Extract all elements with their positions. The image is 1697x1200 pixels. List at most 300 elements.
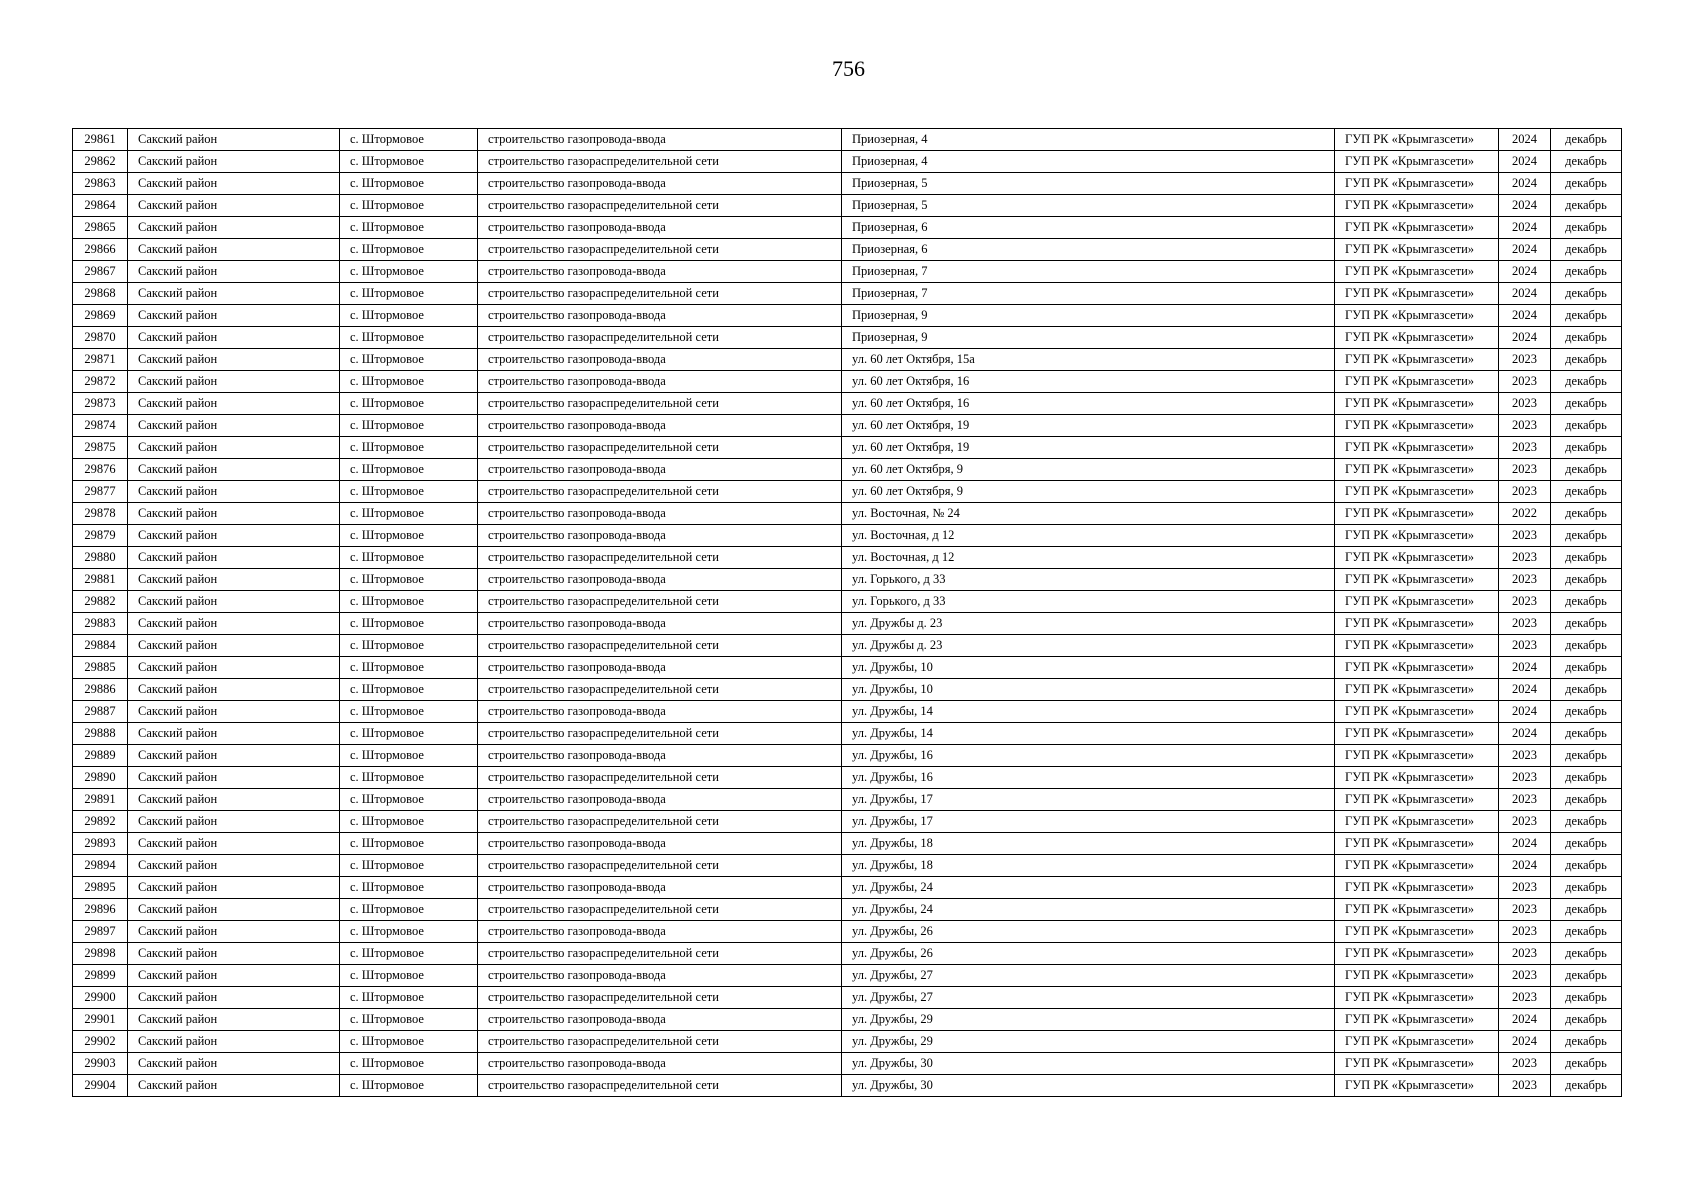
- table-row: [73, 283, 1622, 305]
- month-cell: декабрь: [1551, 1075, 1622, 1097]
- district-cell: Сакский район: [128, 657, 340, 679]
- village-cell: с. Штормовое: [340, 855, 478, 877]
- month-cell: декабрь: [1551, 987, 1622, 1009]
- work-type-cell: строительство газораспределительной сети: [478, 393, 842, 415]
- address-cell: ул. Дружбы, 27: [842, 965, 1335, 987]
- district-cell: Сакский район: [128, 261, 340, 283]
- operator-cell: ГУП РК «Крымгазсети»: [1335, 877, 1499, 899]
- district-cell: Сакский район: [128, 921, 340, 943]
- operator-cell: ГУП РК «Крымгазсети»: [1335, 437, 1499, 459]
- village-cell: с. Штормовое: [340, 635, 478, 657]
- address-cell: ул. Дружбы, 17: [842, 811, 1335, 833]
- district-cell: Сакский район: [128, 415, 340, 437]
- village-cell: с. Штормовое: [340, 151, 478, 173]
- month-cell: декабрь: [1551, 151, 1622, 173]
- year-cell: 2023: [1499, 437, 1551, 459]
- address-cell: ул. Дружбы, 18: [842, 855, 1335, 877]
- operator-cell: ГУП РК «Крымгазсети»: [1335, 723, 1499, 745]
- district-cell: Сакский район: [128, 525, 340, 547]
- row-number-cell: 29869: [73, 305, 128, 327]
- row-number-cell: 29883: [73, 613, 128, 635]
- work-type-cell: строительство газопровода-ввода: [478, 789, 842, 811]
- operator-cell: ГУП РК «Крымгазсети»: [1335, 1053, 1499, 1075]
- village-cell: с. Штормовое: [340, 1075, 478, 1097]
- district-cell: Сакский район: [128, 723, 340, 745]
- table-row: [73, 1031, 1622, 1053]
- year-cell: 2024: [1499, 261, 1551, 283]
- month-cell: декабрь: [1551, 1053, 1622, 1075]
- year-cell: 2023: [1499, 811, 1551, 833]
- operator-cell: ГУП РК «Крымгазсети»: [1335, 789, 1499, 811]
- month-cell: декабрь: [1551, 1009, 1622, 1031]
- row-number-cell: 29873: [73, 393, 128, 415]
- address-cell: ул. 60 лет Октября, 9: [842, 459, 1335, 481]
- operator-cell: ГУП РК «Крымгазсети»: [1335, 855, 1499, 877]
- operator-cell: ГУП РК «Крымгазсети»: [1335, 151, 1499, 173]
- year-cell: 2023: [1499, 393, 1551, 415]
- village-cell: с. Штормовое: [340, 437, 478, 459]
- row-number-cell: 29904: [73, 1075, 128, 1097]
- work-type-cell: строительство газораспределительной сети: [478, 195, 842, 217]
- row-number-cell: 29888: [73, 723, 128, 745]
- month-cell: декабрь: [1551, 261, 1622, 283]
- address-cell: ул. Дружбы, 24: [842, 877, 1335, 899]
- row-number-cell: 29892: [73, 811, 128, 833]
- month-cell: декабрь: [1551, 217, 1622, 239]
- row-number-cell: 29898: [73, 943, 128, 965]
- row-number-cell: 29889: [73, 745, 128, 767]
- row-number-cell: 29878: [73, 503, 128, 525]
- month-cell: декабрь: [1551, 371, 1622, 393]
- address-cell: ул. Дружбы д. 23: [842, 635, 1335, 657]
- address-cell: ул. Дружбы, 30: [842, 1053, 1335, 1075]
- district-cell: Сакский район: [128, 613, 340, 635]
- row-number-cell: 29890: [73, 767, 128, 789]
- month-cell: декабрь: [1551, 965, 1622, 987]
- work-type-cell: строительство газопровода-ввода: [478, 613, 842, 635]
- work-type-cell: строительство газопровода-ввода: [478, 1009, 842, 1031]
- work-type-cell: строительство газораспределительной сети: [478, 899, 842, 921]
- work-type-cell: строительство газопровода-ввода: [478, 833, 842, 855]
- address-cell: ул. Дружбы, 14: [842, 701, 1335, 723]
- district-cell: Сакский район: [128, 173, 340, 195]
- work-type-cell: строительство газораспределительной сети: [478, 283, 842, 305]
- address-cell: ул. 60 лет Октября, 19: [842, 437, 1335, 459]
- village-cell: с. Штормовое: [340, 503, 478, 525]
- table-row: [73, 437, 1622, 459]
- month-cell: декабрь: [1551, 305, 1622, 327]
- village-cell: с. Штормовое: [340, 129, 478, 151]
- table-row: [73, 899, 1622, 921]
- month-cell: декабрь: [1551, 547, 1622, 569]
- address-cell: ул. Дружбы, 26: [842, 943, 1335, 965]
- row-number-cell: 29899: [73, 965, 128, 987]
- address-cell: ул. Восточная, д 12: [842, 547, 1335, 569]
- district-cell: Сакский район: [128, 635, 340, 657]
- table-row: [73, 811, 1622, 833]
- work-type-cell: строительство газораспределительной сети: [478, 679, 842, 701]
- village-cell: с. Штормовое: [340, 481, 478, 503]
- month-cell: декабрь: [1551, 503, 1622, 525]
- row-number-cell: 29862: [73, 151, 128, 173]
- table-row: [73, 855, 1622, 877]
- work-type-cell: строительство газопровода-ввода: [478, 701, 842, 723]
- address-cell: Приозерная, 6: [842, 217, 1335, 239]
- work-type-cell: строительство газопровода-ввода: [478, 217, 842, 239]
- operator-cell: ГУП РК «Крымгазсети»: [1335, 173, 1499, 195]
- table-row: [73, 503, 1622, 525]
- row-number-cell: 29874: [73, 415, 128, 437]
- operator-cell: ГУП РК «Крымгазсети»: [1335, 1075, 1499, 1097]
- operator-cell: ГУП РК «Крымгазсети»: [1335, 1009, 1499, 1031]
- month-cell: декабрь: [1551, 789, 1622, 811]
- row-number-cell: 29893: [73, 833, 128, 855]
- operator-cell: ГУП РК «Крымгазсети»: [1335, 305, 1499, 327]
- table-row: [73, 1053, 1622, 1075]
- address-cell: ул. Восточная, № 24: [842, 503, 1335, 525]
- operator-cell: ГУП РК «Крымгазсети»: [1335, 767, 1499, 789]
- row-number-cell: 29881: [73, 569, 128, 591]
- operator-cell: ГУП РК «Крымгазсети»: [1335, 701, 1499, 723]
- row-number-cell: 29876: [73, 459, 128, 481]
- address-cell: Приозерная, 5: [842, 173, 1335, 195]
- address-cell: ул. 60 лет Октября, 16: [842, 393, 1335, 415]
- year-cell: 2023: [1499, 525, 1551, 547]
- district-cell: Сакский район: [128, 943, 340, 965]
- month-cell: декабрь: [1551, 569, 1622, 591]
- village-cell: с. Штормовое: [340, 305, 478, 327]
- district-cell: Сакский район: [128, 679, 340, 701]
- work-type-cell: строительство газопровода-ввода: [478, 965, 842, 987]
- village-cell: с. Штормовое: [340, 1031, 478, 1053]
- row-number-cell: 29870: [73, 327, 128, 349]
- district-cell: Сакский район: [128, 855, 340, 877]
- row-number-cell: 29861: [73, 129, 128, 151]
- year-cell: 2024: [1499, 833, 1551, 855]
- district-cell: Сакский район: [128, 305, 340, 327]
- address-cell: Приозерная, 5: [842, 195, 1335, 217]
- row-number-cell: 29886: [73, 679, 128, 701]
- district-cell: Сакский район: [128, 129, 340, 151]
- operator-cell: ГУП РК «Крымгазсети»: [1335, 987, 1499, 1009]
- row-number-cell: 29865: [73, 217, 128, 239]
- work-type-cell: строительство газопровода-ввода: [478, 173, 842, 195]
- work-type-cell: строительство газопровода-ввода: [478, 525, 842, 547]
- operator-cell: ГУП РК «Крымгазсети»: [1335, 371, 1499, 393]
- year-cell: 2024: [1499, 1009, 1551, 1031]
- district-cell: Сакский район: [128, 503, 340, 525]
- address-cell: ул. Дружбы, 16: [842, 767, 1335, 789]
- work-type-cell: строительство газораспределительной сети: [478, 547, 842, 569]
- table-row: [73, 151, 1622, 173]
- month-cell: декабрь: [1551, 657, 1622, 679]
- table-row: [73, 635, 1622, 657]
- operator-cell: ГУП РК «Крымгазсети»: [1335, 283, 1499, 305]
- year-cell: 2024: [1499, 283, 1551, 305]
- district-cell: Сакский район: [128, 987, 340, 1009]
- month-cell: декабрь: [1551, 723, 1622, 745]
- gas-registry-table: [72, 128, 1622, 1097]
- operator-cell: ГУП РК «Крымгазсети»: [1335, 921, 1499, 943]
- registry-body: [73, 129, 1622, 1097]
- work-type-cell: строительство газопровода-ввода: [478, 261, 842, 283]
- operator-cell: ГУП РК «Крымгазсети»: [1335, 811, 1499, 833]
- row-number-cell: 29863: [73, 173, 128, 195]
- address-cell: Приозерная, 9: [842, 305, 1335, 327]
- district-cell: Сакский район: [128, 701, 340, 723]
- district-cell: Сакский район: [128, 547, 340, 569]
- district-cell: Сакский район: [128, 833, 340, 855]
- row-number-cell: 29885: [73, 657, 128, 679]
- operator-cell: ГУП РК «Крымгазсети»: [1335, 899, 1499, 921]
- address-cell: ул. 60 лет Октября, 16: [842, 371, 1335, 393]
- operator-cell: ГУП РК «Крымгазсети»: [1335, 965, 1499, 987]
- month-cell: декабрь: [1551, 525, 1622, 547]
- table-row: [73, 239, 1622, 261]
- village-cell: с. Штормовое: [340, 987, 478, 1009]
- table-row: [73, 129, 1622, 151]
- table-row: [73, 789, 1622, 811]
- month-cell: декабрь: [1551, 591, 1622, 613]
- month-cell: декабрь: [1551, 459, 1622, 481]
- year-cell: 2024: [1499, 217, 1551, 239]
- village-cell: с. Штормовое: [340, 591, 478, 613]
- village-cell: с. Штормовое: [340, 217, 478, 239]
- operator-cell: ГУП РК «Крымгазсети»: [1335, 459, 1499, 481]
- year-cell: 2023: [1499, 547, 1551, 569]
- row-number-cell: 29877: [73, 481, 128, 503]
- table-row: [73, 877, 1622, 899]
- year-cell: 2023: [1499, 415, 1551, 437]
- month-cell: декабрь: [1551, 283, 1622, 305]
- month-cell: декабрь: [1551, 745, 1622, 767]
- district-cell: Сакский район: [128, 327, 340, 349]
- operator-cell: ГУП РК «Крымгазсети»: [1335, 679, 1499, 701]
- village-cell: с. Штормовое: [340, 811, 478, 833]
- district-cell: Сакский район: [128, 1031, 340, 1053]
- month-cell: декабрь: [1551, 437, 1622, 459]
- year-cell: 2024: [1499, 701, 1551, 723]
- operator-cell: ГУП РК «Крымгазсети»: [1335, 503, 1499, 525]
- table-row: [73, 349, 1622, 371]
- table-row: [73, 679, 1622, 701]
- work-type-cell: строительство газопровода-ввода: [478, 503, 842, 525]
- table-row: [73, 525, 1622, 547]
- row-number-cell: 29891: [73, 789, 128, 811]
- year-cell: 2023: [1499, 943, 1551, 965]
- address-cell: ул. Горького, д 33: [842, 569, 1335, 591]
- village-cell: с. Штормовое: [340, 789, 478, 811]
- row-number-cell: 29879: [73, 525, 128, 547]
- district-cell: Сакский район: [128, 877, 340, 899]
- year-cell: 2023: [1499, 789, 1551, 811]
- work-type-cell: строительство газораспределительной сети: [478, 943, 842, 965]
- table-row: [73, 173, 1622, 195]
- work-type-cell: строительство газораспределительной сети: [478, 635, 842, 657]
- work-type-cell: строительство газораспределительной сети: [478, 327, 842, 349]
- table-row: [73, 613, 1622, 635]
- work-type-cell: строительство газопровода-ввода: [478, 657, 842, 679]
- address-cell: ул. Восточная, д 12: [842, 525, 1335, 547]
- address-cell: ул. 60 лет Октября, 9: [842, 481, 1335, 503]
- work-type-cell: строительство газопровода-ввода: [478, 129, 842, 151]
- district-cell: Сакский район: [128, 789, 340, 811]
- table-row: [73, 569, 1622, 591]
- village-cell: с. Штормовое: [340, 613, 478, 635]
- year-cell: 2023: [1499, 877, 1551, 899]
- table-row: [73, 965, 1622, 987]
- month-cell: декабрь: [1551, 327, 1622, 349]
- table-row: [73, 481, 1622, 503]
- year-cell: 2024: [1499, 305, 1551, 327]
- row-number-cell: 29884: [73, 635, 128, 657]
- month-cell: декабрь: [1551, 415, 1622, 437]
- year-cell: 2023: [1499, 635, 1551, 657]
- district-cell: Сакский район: [128, 393, 340, 415]
- district-cell: Сакский район: [128, 591, 340, 613]
- district-cell: Сакский район: [128, 283, 340, 305]
- table-row: [73, 943, 1622, 965]
- table-row: [73, 195, 1622, 217]
- address-cell: ул. Дружбы, 10: [842, 679, 1335, 701]
- year-cell: 2023: [1499, 1075, 1551, 1097]
- table-row: [73, 459, 1622, 481]
- row-number-cell: 29871: [73, 349, 128, 371]
- table-row: [73, 415, 1622, 437]
- row-number-cell: 29880: [73, 547, 128, 569]
- operator-cell: ГУП РК «Крымгазсети»: [1335, 833, 1499, 855]
- work-type-cell: строительство газопровода-ввода: [478, 745, 842, 767]
- year-cell: 2023: [1499, 965, 1551, 987]
- work-type-cell: строительство газораспределительной сети: [478, 1075, 842, 1097]
- year-cell: 2024: [1499, 723, 1551, 745]
- address-cell: Приозерная, 7: [842, 283, 1335, 305]
- table-row: [73, 1075, 1622, 1097]
- row-number-cell: 29895: [73, 877, 128, 899]
- district-cell: Сакский район: [128, 811, 340, 833]
- village-cell: с. Штормовое: [340, 371, 478, 393]
- table-row: [73, 327, 1622, 349]
- row-number-cell: 29900: [73, 987, 128, 1009]
- address-cell: ул. Дружбы, 18: [842, 833, 1335, 855]
- year-cell: 2023: [1499, 591, 1551, 613]
- month-cell: декабрь: [1551, 921, 1622, 943]
- month-cell: декабрь: [1551, 635, 1622, 657]
- month-cell: декабрь: [1551, 239, 1622, 261]
- table-row: [73, 261, 1622, 283]
- month-cell: декабрь: [1551, 129, 1622, 151]
- address-cell: Приозерная, 4: [842, 129, 1335, 151]
- table-row: [73, 547, 1622, 569]
- district-cell: Сакский район: [128, 239, 340, 261]
- operator-cell: ГУП РК «Крымгазсети»: [1335, 481, 1499, 503]
- work-type-cell: строительство газораспределительной сети: [478, 239, 842, 261]
- page-number: 756: [832, 56, 865, 81]
- district-cell: Сакский район: [128, 767, 340, 789]
- village-cell: с. Штормовое: [340, 525, 478, 547]
- month-cell: декабрь: [1551, 173, 1622, 195]
- year-cell: 2024: [1499, 151, 1551, 173]
- table-row: [73, 745, 1622, 767]
- district-cell: Сакский район: [128, 1075, 340, 1097]
- village-cell: с. Штормовое: [340, 767, 478, 789]
- year-cell: 2023: [1499, 767, 1551, 789]
- month-cell: декабрь: [1551, 855, 1622, 877]
- address-cell: ул. Дружбы, 29: [842, 1031, 1335, 1053]
- village-cell: с. Штормовое: [340, 327, 478, 349]
- operator-cell: ГУП РК «Крымгазсети»: [1335, 635, 1499, 657]
- district-cell: Сакский район: [128, 745, 340, 767]
- address-cell: ул. Дружбы, 14: [842, 723, 1335, 745]
- year-cell: 2023: [1499, 459, 1551, 481]
- table-row: [73, 987, 1622, 1009]
- address-cell: Приозерная, 6: [842, 239, 1335, 261]
- address-cell: ул. Дружбы, 10: [842, 657, 1335, 679]
- year-cell: 2023: [1499, 613, 1551, 635]
- district-cell: Сакский район: [128, 899, 340, 921]
- table-row: [73, 305, 1622, 327]
- row-number-cell: 29887: [73, 701, 128, 723]
- work-type-cell: строительство газораспределительной сети: [478, 481, 842, 503]
- district-cell: Сакский район: [128, 349, 340, 371]
- address-cell: Приозерная, 7: [842, 261, 1335, 283]
- address-cell: ул. Дружбы, 30: [842, 1075, 1335, 1097]
- district-cell: Сакский район: [128, 437, 340, 459]
- month-cell: декабрь: [1551, 701, 1622, 723]
- district-cell: Сакский район: [128, 371, 340, 393]
- table-row: [73, 657, 1622, 679]
- row-number-cell: 29903: [73, 1053, 128, 1075]
- village-cell: с. Штормовое: [340, 349, 478, 371]
- operator-cell: ГУП РК «Крымгазсети»: [1335, 349, 1499, 371]
- work-type-cell: строительство газораспределительной сети: [478, 855, 842, 877]
- address-cell: ул. Дружбы, 26: [842, 921, 1335, 943]
- work-type-cell: строительство газопровода-ввода: [478, 459, 842, 481]
- row-number-cell: 29866: [73, 239, 128, 261]
- village-cell: с. Штормовое: [340, 1009, 478, 1031]
- address-cell: ул. 60 лет Октября, 15а: [842, 349, 1335, 371]
- table-row: [73, 767, 1622, 789]
- village-cell: с. Штормовое: [340, 393, 478, 415]
- operator-cell: ГУП РК «Крымгазсети»: [1335, 261, 1499, 283]
- table-row: [73, 921, 1622, 943]
- work-type-cell: строительство газораспределительной сети: [478, 1031, 842, 1053]
- work-type-cell: строительство газопровода-ввода: [478, 349, 842, 371]
- row-number-cell: 29875: [73, 437, 128, 459]
- month-cell: декабрь: [1551, 195, 1622, 217]
- month-cell: декабрь: [1551, 679, 1622, 701]
- year-cell: 2024: [1499, 195, 1551, 217]
- district-cell: Сакский район: [128, 195, 340, 217]
- work-type-cell: строительство газопровода-ввода: [478, 371, 842, 393]
- district-cell: Сакский район: [128, 1009, 340, 1031]
- operator-cell: ГУП РК «Крымгазсети»: [1335, 393, 1499, 415]
- work-type-cell: строительство газораспределительной сети: [478, 811, 842, 833]
- row-number-cell: 29872: [73, 371, 128, 393]
- table-row: [73, 833, 1622, 855]
- row-number-cell: 29894: [73, 855, 128, 877]
- year-cell: 2023: [1499, 745, 1551, 767]
- month-cell: декабрь: [1551, 943, 1622, 965]
- address-cell: ул. Дружбы, 27: [842, 987, 1335, 1009]
- operator-cell: ГУП РК «Крымгазсети»: [1335, 239, 1499, 261]
- month-cell: декабрь: [1551, 349, 1622, 371]
- village-cell: с. Штормовое: [340, 723, 478, 745]
- row-number-cell: 29867: [73, 261, 128, 283]
- village-cell: с. Штормовое: [340, 261, 478, 283]
- address-cell: ул. Дружбы д. 23: [842, 613, 1335, 635]
- village-cell: с. Штормовое: [340, 701, 478, 723]
